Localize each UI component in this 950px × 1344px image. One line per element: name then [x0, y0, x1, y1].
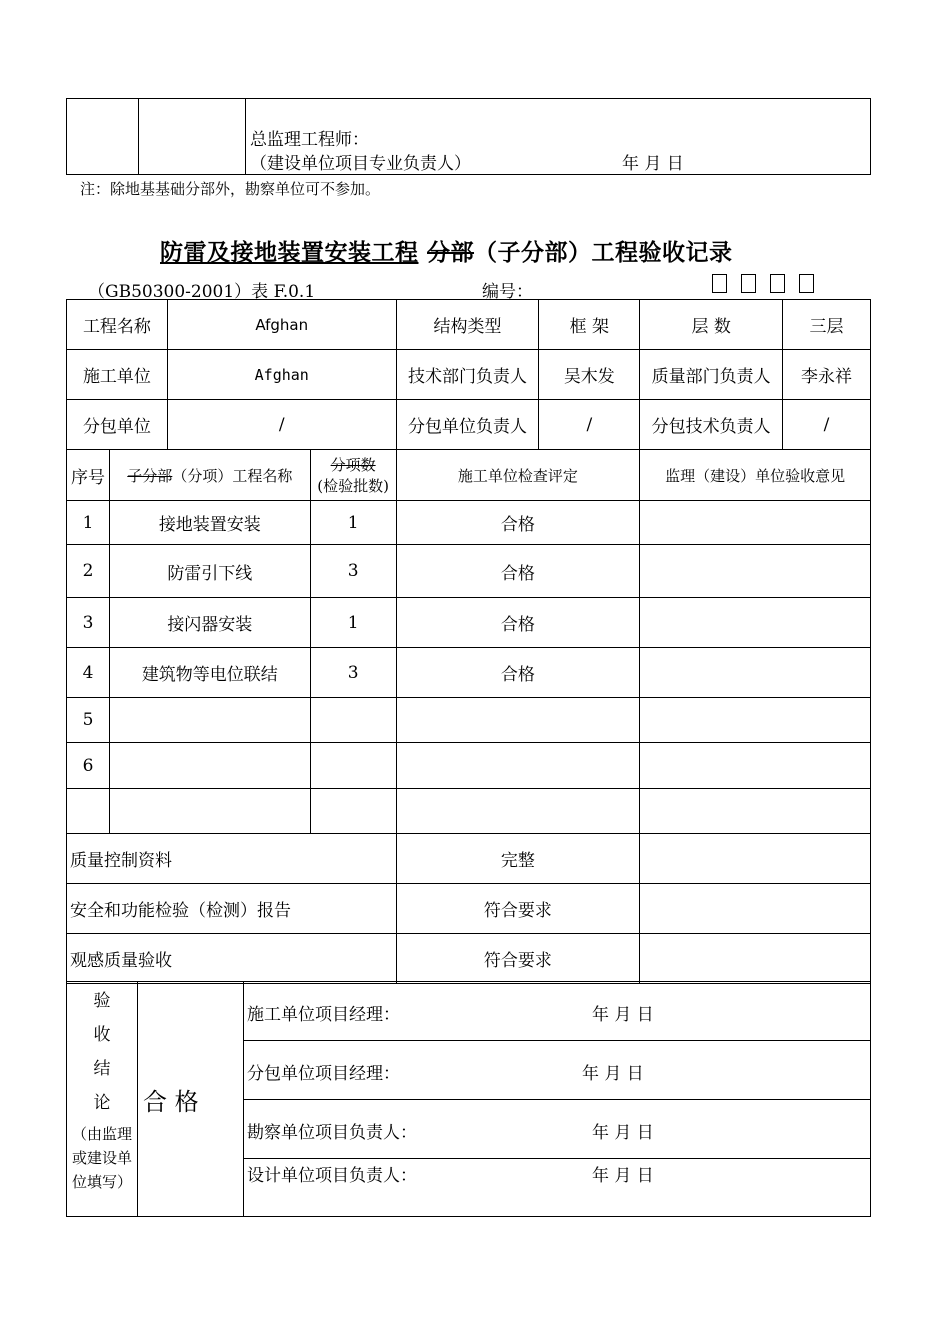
empty-cell — [67, 99, 139, 175]
item-eval: 合格 — [396, 598, 640, 648]
item-opinion[interactable] — [640, 501, 871, 545]
subcontractor-label: 分包单位 — [67, 400, 168, 450]
side-note: （由监理或建设单位填写） — [71, 1125, 132, 1191]
floors-value: 三层 — [783, 300, 871, 350]
item-opinion[interactable] — [640, 743, 871, 789]
sub-head-label: 分包单位负责人 — [396, 400, 539, 450]
table-row — [67, 698, 871, 743]
sub-head-value: / — [539, 400, 640, 450]
signature-row[interactable] — [244, 1159, 871, 1217]
item-eval: 合格 — [396, 501, 640, 545]
owner-rep-label: （建设单位项目专业负责人） — [250, 154, 471, 174]
item-name — [109, 698, 310, 743]
item-opinion[interactable] — [640, 648, 871, 698]
conclusion-result: 合 格 — [138, 982, 244, 1217]
item-count: 1 — [310, 501, 396, 545]
check-opinion[interactable] — [640, 834, 871, 884]
opinion-header: 监理（建设）单位验收意见 — [640, 450, 871, 501]
item-count: 3 — [310, 648, 396, 698]
item-seq: 3 — [67, 598, 110, 648]
item-name: 防雷引下线 — [109, 545, 310, 598]
conclusion-table — [66, 981, 871, 1217]
side-char: 验 — [93, 991, 111, 1011]
project-name-label: 工程名称 — [67, 300, 168, 350]
subcontractor-value: / — [167, 400, 396, 450]
check-row — [67, 934, 871, 984]
item-name — [109, 789, 310, 834]
chief-engineer-label: 总监理工程师： — [250, 130, 369, 150]
chief-engineer-cell — [246, 99, 871, 175]
standard-ref: （GB50300-2001）表 F.0.1 — [88, 282, 316, 302]
check-row — [67, 834, 871, 884]
structure-type-value: 框 架 — [539, 300, 640, 350]
check-label: 安全和功能检验（检测）报告 — [67, 884, 397, 934]
table-row — [67, 789, 871, 834]
item-opinion[interactable] — [640, 545, 871, 598]
top-sign-table — [66, 98, 871, 175]
number-label: 编号： — [482, 282, 533, 302]
item-eval: 合格 — [396, 545, 640, 598]
item-eval — [396, 698, 640, 743]
check-value: 完整 — [396, 834, 640, 884]
item-seq: 4 — [67, 648, 110, 698]
side-char: 论 — [93, 1093, 111, 1113]
count-header — [310, 450, 396, 501]
contractor-label: 施工单位 — [67, 350, 168, 400]
table-row — [67, 501, 871, 545]
check-label: 观感质量验收 — [67, 934, 397, 984]
check-value: 符合要求 — [396, 934, 640, 984]
acceptance-table — [66, 299, 871, 984]
floors-label: 层 数 — [640, 300, 783, 350]
number-box[interactable] — [770, 274, 785, 293]
item-seq: 1 — [67, 501, 110, 545]
empty-cell — [139, 99, 246, 175]
item-eval: 合格 — [396, 648, 640, 698]
project-name-value: Afghan — [167, 300, 396, 350]
item-count: 1 — [310, 598, 396, 648]
side-char: 结 — [93, 1059, 111, 1079]
seq-header: 序号 — [67, 450, 110, 501]
structure-type-label: 结构类型 — [396, 300, 539, 350]
quality-head-value: 李永祥 — [783, 350, 871, 400]
item-seq: 6 — [67, 743, 110, 789]
signature-row[interactable] — [244, 1041, 871, 1100]
item-seq: 2 — [67, 545, 110, 598]
item-count — [310, 789, 396, 834]
item-name: 建筑物等电位联结 — [109, 648, 310, 698]
check-label: 质量控制资料 — [67, 834, 397, 884]
signature-row[interactable] — [244, 1100, 871, 1159]
table-row — [67, 743, 871, 789]
item-seq: 5 — [67, 698, 110, 743]
page-title — [160, 234, 733, 267]
title-rest: 分部（子分部）工程验收记录 — [427, 239, 733, 266]
check-row — [67, 884, 871, 934]
item-eval — [396, 743, 640, 789]
item-opinion[interactable] — [640, 598, 871, 648]
item-opinion[interactable] — [640, 789, 871, 834]
signature-label: 分包单位项目经理： — [247, 1064, 400, 1084]
item-name: 接闪器安装 — [109, 598, 310, 648]
signature-date: 年 月 日 — [592, 1005, 654, 1025]
item-name-header — [109, 450, 310, 501]
table-row — [67, 648, 871, 698]
number-boxes[interactable] — [712, 273, 828, 293]
signature-label: 设计单位项目负责人： — [247, 1166, 417, 1186]
item-eval — [396, 789, 640, 834]
quality-head-label: 质量部门负责人 — [640, 350, 783, 400]
item-count — [310, 743, 396, 789]
item-opinion[interactable] — [640, 698, 871, 743]
number-box[interactable] — [799, 274, 814, 293]
title-project: 防雷及接地装置安装工程 — [160, 239, 419, 266]
signature-date: 年 月 日 — [592, 1123, 654, 1143]
sub-tech-head-value: / — [783, 400, 871, 450]
number-box[interactable] — [741, 274, 756, 293]
check-opinion[interactable] — [640, 934, 871, 984]
item-count: 3 — [310, 545, 396, 598]
conclusion-side-label — [67, 982, 138, 1217]
signature-label: 勘察单位项目负责人： — [247, 1123, 417, 1143]
footnote: 注：除地基基础分部外，勘察单位可不参加。 — [80, 180, 381, 198]
item-seq — [67, 789, 110, 834]
item-name — [109, 743, 310, 789]
item-name: 接地装置安装 — [109, 501, 310, 545]
tech-head-label: 技术部门负责人 — [396, 350, 539, 400]
signature-label: 施工单位项目经理： — [247, 1005, 400, 1025]
side-char: 收 — [93, 1025, 111, 1045]
count-header-strike: 分项数 — [330, 456, 376, 474]
tech-head-value: 吴木发 — [539, 350, 640, 400]
item-name-header-rest: （分项）工程名称 — [172, 466, 293, 485]
table-row — [67, 545, 871, 598]
contractor-value: Afghan — [167, 350, 396, 400]
sub-tech-head-label: 分包技术负责人 — [640, 400, 783, 450]
signature-date: 年 月 日 — [582, 1064, 644, 1084]
check-value: 符合要求 — [396, 884, 640, 934]
signature-row[interactable] — [244, 982, 871, 1041]
number-box[interactable] — [712, 274, 727, 293]
table-row — [67, 598, 871, 648]
item-name-header-strike: 子分部 — [127, 466, 173, 485]
eval-header: 施工单位检查评定 — [396, 450, 640, 501]
signature-date: 年 月 日 — [592, 1166, 654, 1186]
title-strike-word: 分部 — [427, 239, 475, 266]
count-header-rest: (检验批数) — [317, 477, 389, 495]
item-count — [310, 698, 396, 743]
check-opinion[interactable] — [640, 884, 871, 934]
date-label: 年 月 日 — [622, 154, 684, 174]
